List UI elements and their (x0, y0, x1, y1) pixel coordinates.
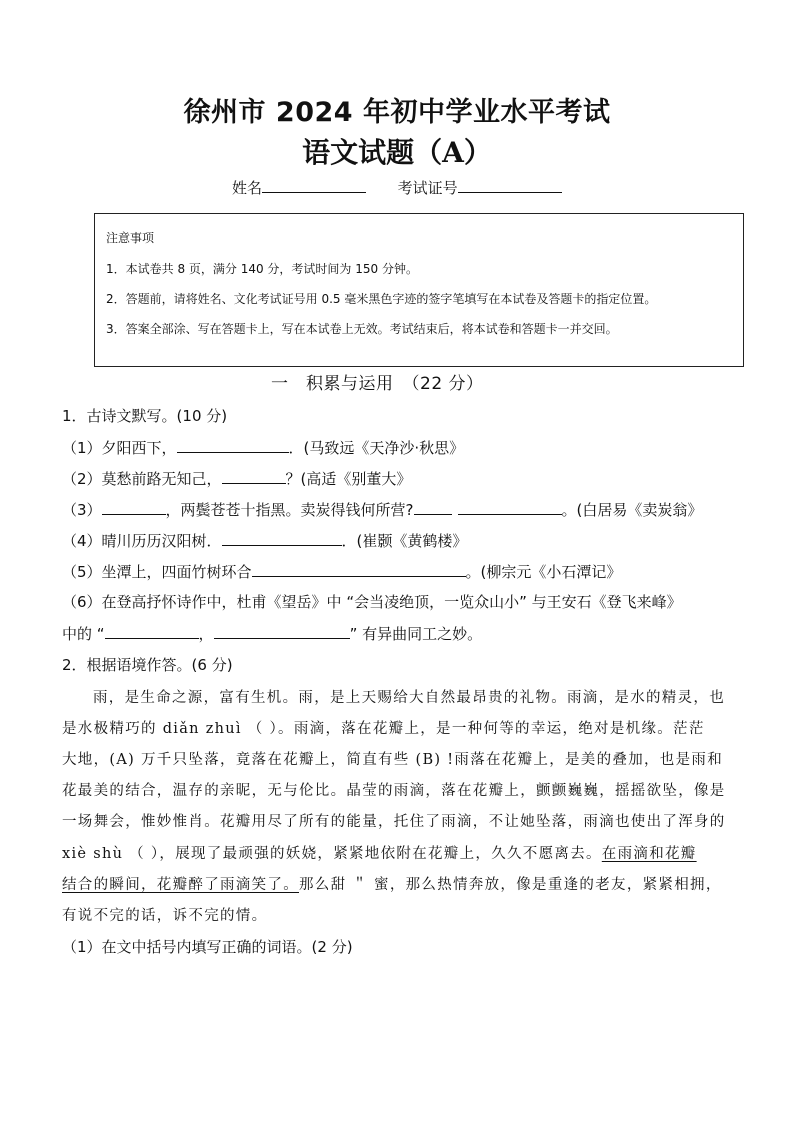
line-text: ， (198, 625, 214, 643)
answer-blank[interactable] (458, 498, 562, 515)
passage-line (62, 873, 722, 894)
passage-line: 大地，(A) 万千只坠落，竟落在花瓣上，简直有些 (B) !雨落在花瓣上，是美的叠加，也是雨和 (62, 752, 724, 768)
underlined-sentence: 在雨滴和花瓣 (601, 846, 697, 862)
line-source: ？(高适《别董大》 (285, 470, 412, 488)
notice-item: 3．答案全部涂、写在答题卡上，写在本试卷上无效。考试结束后，将本试卷和答题卡一并交回。 (106, 322, 618, 336)
passage-line: 雨，是生命之源，富有生机。雨，是上天赐给大自然最昂贵的礼物。雨滴，是水的精灵，也 (93, 690, 725, 706)
answer-blank[interactable] (105, 622, 199, 639)
answer-blank[interactable] (252, 560, 466, 577)
answer-blank[interactable] (177, 436, 289, 453)
line-source: ．(马致远《天净沙·秋思》 (288, 439, 465, 457)
passage-text: xiè shù （ ），展现了最顽强的妖娆，紧紧地依附在花瓣上，久久不愿离去。 (62, 846, 602, 862)
line-text: （5）坐潭上，四面竹树环合 (62, 563, 252, 581)
name-label: 姓名 (232, 179, 263, 197)
passage-text: 那么甜 ＂ 蜜，那么热情奔放，像是重逢的老友，紧紧相拥， (299, 877, 722, 893)
line-text: ” 有异曲同工之妙。 (349, 625, 483, 643)
section-title: 一 积累与运用 （22 分） (271, 374, 484, 394)
line-source: 。(白居易《卖炭翁》 (561, 501, 703, 519)
notice-item: 1．本试卷共 8 页，满分 140 分，考试时间为 150 分钟。 (106, 262, 418, 276)
notice-item: 2．答题前，请将姓名、文化考试证号用 0.5 毫米黑色字迹的签字笔填写在本试卷及答题卡的指定位置。 (106, 292, 657, 306)
passage-line: 有说不完的话，诉不完的情。 (62, 908, 268, 924)
question-2-stem: 2．根据语境作答。(6 分) (62, 656, 233, 674)
question-1-stem: 1．古诗文默写。(10 分) (62, 407, 228, 425)
q1-line-1 (62, 436, 464, 458)
notice-heading: 注意事项 (106, 231, 155, 245)
answer-blank[interactable] (222, 529, 342, 546)
exam-title: 徐州市 2024 年初中学业水平考试 (183, 97, 611, 128)
q2-subquestion-1: （1）在文中括号内填写正确的词语。(2 分) (62, 938, 353, 956)
exam-subtitle: 语文试题（A） (302, 136, 492, 169)
passage-line: 是水极精巧的 diǎn zhuì （ ）。雨滴，落在花瓣上，是一种何等的幸运，绝对是机缘。茫茫 (62, 721, 705, 737)
notice-box (94, 213, 744, 367)
q1-line-4 (62, 529, 467, 551)
name-blank[interactable] (262, 176, 366, 193)
q1-line-5 (62, 560, 621, 582)
candidate-info-row (232, 176, 562, 198)
q1-line-7 (62, 622, 482, 644)
underlined-sentence: 结合的瞬间，花瓣醉了雨滴笑了。 (62, 877, 299, 893)
line-text: （2）莫愁前路无知己， (62, 470, 222, 488)
line-text: （3） (62, 501, 102, 519)
passage-line (62, 842, 697, 863)
line-text: ，两鬓苍苍十指黑。卖炭得钱何所营? (165, 501, 414, 519)
exam-id-blank[interactable] (458, 176, 562, 193)
passage-line: 花最美的结合，温存的亲昵，无与伦比。晶莹的雨滴，落在花瓣上，颤颤巍巍，摇摇欲坠，像是 (62, 783, 726, 799)
line-source: 。(柳宗元《小石潭记》 (465, 563, 622, 581)
line-text: （4）晴川历历汉阳树． (62, 532, 222, 550)
answer-blank[interactable] (414, 498, 452, 515)
answer-blank[interactable] (102, 498, 166, 515)
answer-blank[interactable] (222, 467, 286, 484)
passage-line: 一场舞会，惟妙惟肖。花瓣用尽了所有的能量，托住了雨滴，不让她坠落，雨滴也使出了浑身的 (62, 814, 726, 830)
q1-line-6: （6）在登高抒怀诗作中，杜甫《望岳》中 “会当凌绝顶，一览众山小” 与王安石《登飞来峰》 (62, 593, 682, 611)
q1-line-2 (62, 467, 411, 489)
line-text: （1）夕阳西下， (62, 439, 177, 457)
line-text: 中的 “ (62, 625, 105, 643)
q1-line-3 (62, 498, 702, 520)
exam-id-label: 考试证号 (397, 179, 458, 197)
answer-blank[interactable] (214, 622, 350, 639)
line-source: ．(崔颢《黄鹤楼》 (341, 532, 468, 550)
